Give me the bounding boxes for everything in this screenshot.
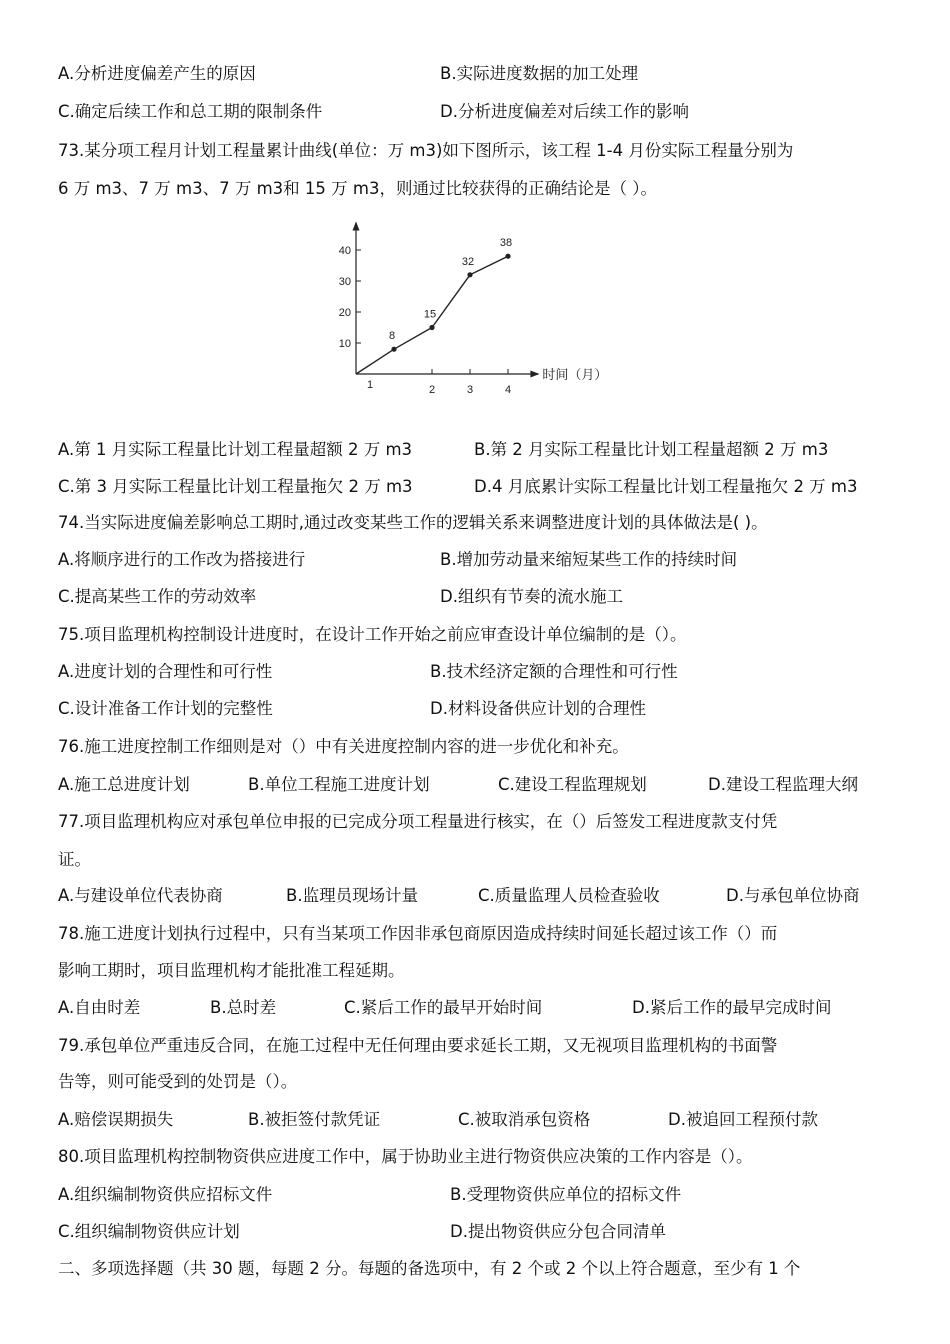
q74-options-row-1 — [58, 548, 898, 572]
data-point — [391, 347, 396, 352]
q77-option-c: C.质量监理人员检查验收 — [478, 886, 660, 905]
q76-option-d: D.建设工程监理大纲 — [708, 775, 858, 794]
q72-option-a: A.分析进度偏差产生的原因 — [58, 64, 256, 83]
q78-stem-line-1: 78.施工进度计划执行过程中，只有当某项工作因非承包商原因造成持续时间延长超过该工作（）而 — [58, 924, 778, 943]
y-tick-label: 40 — [338, 245, 351, 257]
q80-stem: 80.项目监理机构控制物资供应进度工作中，属于协助业主进行物资供应决策的工作内容是（）。 — [58, 1147, 753, 1166]
q73-option-d: D.4 月底累计实际工程量比计划工程量拖欠 2 万 m3 — [474, 477, 858, 496]
q74-options-row-2 — [58, 585, 898, 609]
q73-option-a: A.第 1 月实际工程量比计划工程量超额 2 万 m3 — [58, 440, 413, 459]
q79-option-b: B.被拒签付款凭证 — [248, 1110, 381, 1129]
q76-stem: 76.施工进度控制工作细则是对（）中有关进度控制内容的进一步优化和补充。 — [58, 737, 629, 756]
q79-option-a: A.赔偿误期损失 — [58, 1110, 174, 1129]
x-tick-label: 4 — [504, 384, 512, 396]
data-label: 15 — [423, 308, 437, 321]
q79-option-c: C.被取消承包资格 — [458, 1110, 591, 1129]
x-tick-label: 3 — [466, 384, 474, 396]
q80-options-row-1 — [58, 1183, 898, 1207]
y-tick-label: 20 — [338, 307, 351, 319]
q80-option-c: C.组织编制物资供应计划 — [58, 1222, 240, 1241]
q75-options-row-2 — [58, 697, 898, 721]
q74-stem: 74.当实际进度偏差影响总工期时,通过改变某些工作的逻辑关系来调整进度计划的具体做法是( )。 — [58, 513, 768, 532]
q77-options-row — [58, 884, 898, 908]
q73-stem-line-1: 73.某分项工程月计划工程量累计曲线(单位：万 m3)如下图所示，该工程 1-4 月份实际工程量分别为 — [58, 141, 794, 160]
q75-option-c: C.设计准备工作计划的完整性 — [58, 699, 273, 718]
q77-stem-line-1: 77.项目监理机构应对承包单位申报的已完成分项工程量进行核实，在（）后签发工程进度款支付凭 — [58, 812, 778, 831]
section-2-intro: 二、多项选择题（共 30 题，每题 2 分。每题的备选项中，有 2 个或 2 个以上符合题意，至少有 1 个 — [58, 1259, 801, 1278]
q72-option-b: B.实际进度数据的加工处理 — [440, 64, 639, 83]
q78-option-a: A.自由时差 — [58, 998, 141, 1017]
y-tick-label: 30 — [338, 276, 351, 288]
x-axis-arrow — [530, 371, 539, 378]
q77-option-a: A.与建设单位代表协商 — [58, 886, 223, 905]
q78-stem-line-2: 影响工期时，项目监理机构才能批准工程延期。 — [58, 961, 405, 980]
q72-options-row-1 — [58, 62, 898, 86]
q79-options-row — [58, 1108, 898, 1132]
q73-stem-line-2: 6 万 m3、7 万 m3、7 万 m3和 15 万 m3，则通过比较获得的正确结论是（ ）。 — [58, 179, 657, 198]
q75-option-b: B.技术经济定额的合理性和可行性 — [430, 662, 678, 681]
q74-option-a: A.将顺序进行的工作改为搭接进行 — [58, 550, 306, 569]
q74-option-c: C.提高某些工作的劳动效率 — [58, 587, 257, 606]
q78-option-b: B.总时差 — [210, 998, 277, 1017]
q79-stem-line-1: 79.承包单位严重违反合同，在施工过程中无任何理由要求延长工期，又无视项目监理机构的书面警 — [58, 1036, 778, 1055]
data-label: 38 — [499, 237, 513, 250]
x-tick-label: 2 — [428, 384, 436, 396]
q80-options-row-2 — [58, 1220, 898, 1244]
chart-series — [356, 237, 512, 374]
q76-option-b: B.单位工程施工进度计划 — [248, 775, 430, 794]
q75-option-a: A.进度计划的合理性和可行性 — [58, 662, 273, 681]
q76-option-c: C.建设工程监理规划 — [498, 775, 647, 794]
q78-options-row — [58, 996, 898, 1020]
q72-option-c: C.确定后续工作和总工期的限制条件 — [58, 102, 323, 121]
q76-option-a: A.施工总进度计划 — [58, 775, 190, 794]
cumulative-plan-chart — [318, 212, 608, 402]
data-label: 8 — [388, 330, 396, 343]
q73-option-c: C.第 3 月实际工程量比计划工程量拖欠 2 万 m3 — [58, 477, 413, 496]
q79-stem-line-2: 告等，则可能受到的处罚是（）。 — [58, 1072, 298, 1091]
q74-option-b: B.增加劳动量来缩短某些工作的持续时间 — [440, 550, 738, 569]
q80-option-d: D.提出物资供应分包合同清单 — [450, 1222, 666, 1241]
q72-option-d: D.分析进度偏差对后续工作的影响 — [440, 102, 689, 121]
q74-option-d: D.组织有节奏的流水施工 — [440, 587, 623, 606]
data-point — [467, 272, 472, 277]
q79-option-d: D.被追回工程预付款 — [668, 1110, 818, 1129]
q77-option-d: D.与承包单位协商 — [726, 886, 860, 905]
data-point — [505, 254, 510, 259]
q75-option-d: D.材料设备供应计划的合理性 — [430, 699, 646, 718]
q78-option-d: D.紧后工作的最早完成时间 — [632, 998, 832, 1017]
q75-stem: 75.项目监理机构控制设计进度时，在设计工作开始之前应审查设计单位编制的是（）。 — [58, 625, 687, 644]
x-tick-label: 1 — [366, 379, 374, 391]
q72-options-row-2 — [58, 100, 898, 124]
x-axis-label: 时间（月） — [542, 367, 608, 382]
y-tick-label: 10 — [338, 338, 351, 350]
data-label: 32 — [461, 255, 475, 268]
q73-option-b: B.第 2 月实际工程量比计划工程量超额 2 万 m3 — [474, 440, 829, 459]
q80-option-b: B.受理物资供应单位的招标文件 — [450, 1185, 682, 1204]
q75-options-row-1 — [58, 660, 898, 684]
q73-options-row-1 — [58, 438, 898, 462]
q76-options-row — [58, 773, 898, 797]
data-point — [429, 325, 434, 330]
q77-option-b: B.监理员现场计量 — [286, 886, 419, 905]
y-axis-arrow — [353, 222, 360, 231]
q78-option-c: C.紧后工作的最早开始时间 — [344, 998, 543, 1017]
q80-option-a: A.组织编制物资供应招标文件 — [58, 1185, 273, 1204]
q73-options-row-2 — [58, 475, 898, 499]
q77-stem-line-2: 证。 — [58, 850, 91, 869]
